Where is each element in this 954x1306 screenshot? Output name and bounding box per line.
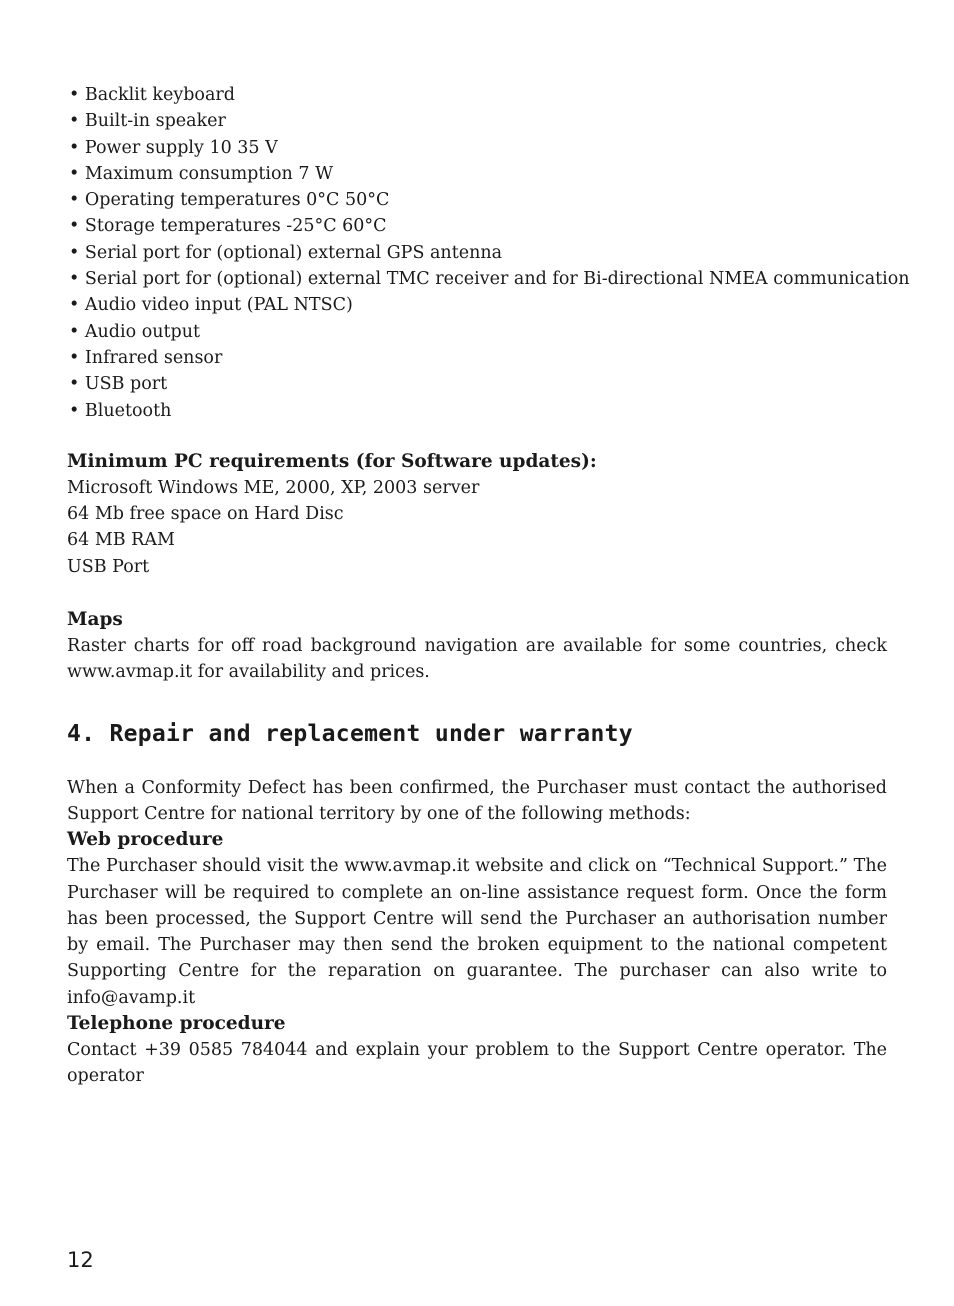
web-procedure-heading: Web procedure [67,829,224,851]
telephone-procedure-text: Contact +39 0585 784044 and explain your problem to the Support Centre operator. The operator [67,1040,887,1087]
page-content [67,82,910,1090]
feature-item: • Audio video input (PAL NTSC) [69,292,887,318]
feature-item: • Backlit keyboard [69,82,887,108]
feature-item: • Bluetooth [69,398,887,424]
maps-text: Raster charts for off road background navigation are available for some countries, check www.avmap.it for availability and prices. [67,636,887,683]
feature-item: • Power supply 10 35 V [69,135,887,161]
pc-requirement-line: 64 Mb free space on Hard Disc [67,504,344,525]
feature-item: • Storage temperatures -25°C 60°C [69,213,887,239]
feature-item: • Serial port for (optional) external TMC receiver and for Bi-directional NMEA communication [69,266,887,292]
section-heading: 4. Repair and replacement under warranty [67,720,633,747]
pc-requirement-line: 64 MB RAM [67,530,175,551]
warranty-intro: When a Conformity Defect has been confirmed, the Purchaser must contact the authorised Support Centre for national territory by one of the following methods: [67,777,887,824]
pc-requirement-line: USB Port [67,556,150,577]
maps-heading: Maps [67,609,123,631]
feature-item: • Operating temperatures 0°C 50°C [69,187,887,213]
feature-item: • USB port [69,371,887,397]
feature-item: • Infrared sensor [69,345,887,371]
pc-requirement-line: Microsoft Windows ME, 2000, XP, 2003 server [67,477,480,498]
page-number: 12 [67,1248,94,1272]
pc-requirements-heading: Minimum PC requirements (for Software updates): [67,450,597,472]
telephone-procedure-heading: Telephone procedure [67,1013,286,1035]
feature-item: • Serial port for (optional) external GPS antenna [69,240,887,266]
feature-list [67,82,910,424]
web-procedure-text: The Purchaser should visit the www.avmap.it website and click on “Technical Support.” The Purchaser will be required to complete an on-line assistance request form. Once the form has been processed, the Support Centre will send the Purchaser an authorisation number by email. The Purchaser may then send the broken equipment to the national competent Supporting Centre for the reparation on guarantee. The purchaser can also write to info@avamp.it [67,856,887,1008]
feature-item: • Built-in speaker [69,108,887,134]
feature-item: • Audio output [69,319,887,345]
feature-item: • Maximum consumption 7 W [69,161,887,187]
